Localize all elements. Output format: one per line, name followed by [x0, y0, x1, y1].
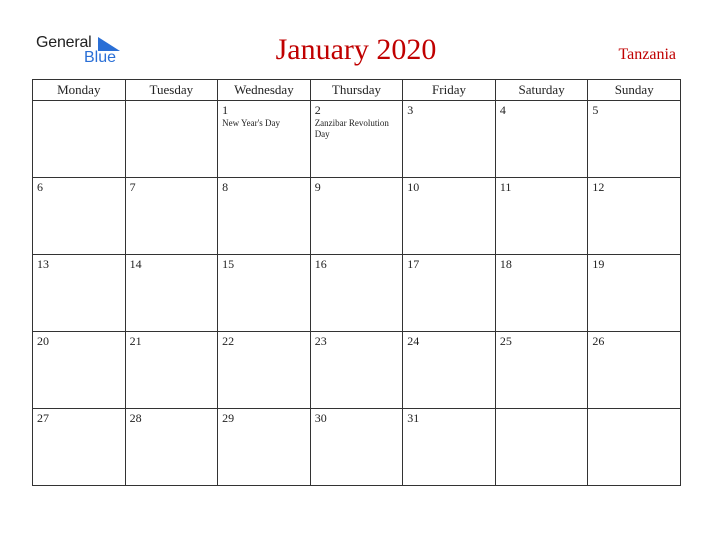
weekday-header: Thursday — [310, 80, 403, 101]
day-cell — [218, 332, 311, 409]
day-number: 8 — [222, 180, 229, 194]
day-cell — [218, 101, 311, 178]
day-cell — [125, 255, 218, 332]
day-cell — [403, 255, 496, 332]
day-number: 17 — [407, 257, 420, 271]
day-cell — [403, 332, 496, 409]
day-number: 30 — [314, 411, 327, 425]
logo-word-general: General — [36, 34, 92, 51]
day-cell — [588, 332, 681, 409]
day-number: 14 — [129, 257, 142, 271]
day-cell — [310, 101, 403, 178]
day-cell — [125, 332, 218, 409]
day-cell — [125, 178, 218, 255]
day-cell — [310, 178, 403, 255]
day-number: 27 — [37, 411, 49, 425]
calendar-grid — [32, 79, 681, 486]
day-number: 19 — [592, 257, 605, 271]
day-cell — [588, 255, 681, 332]
day-number: 18 — [499, 257, 512, 271]
day-cell — [495, 178, 588, 255]
day-cell — [310, 409, 403, 486]
day-number: 13 — [37, 257, 49, 271]
day-cell — [403, 101, 496, 178]
day-number: 31 — [407, 411, 420, 425]
day-cell — [495, 255, 588, 332]
day-number: 9 — [314, 180, 321, 194]
day-number: 1 — [222, 103, 229, 117]
day-number: 11 — [499, 180, 512, 194]
day-cell — [310, 255, 403, 332]
holiday-label: Zanzibar Revolution Day — [314, 118, 389, 139]
day-cell — [218, 409, 311, 486]
day-number: 16 — [314, 257, 327, 271]
day-cell — [125, 101, 218, 178]
week-row — [33, 255, 681, 332]
day-number: 23 — [314, 334, 327, 348]
day-number: 2 — [314, 103, 321, 117]
day-cell — [218, 178, 311, 255]
week-row — [33, 101, 681, 178]
day-cell — [33, 409, 126, 486]
weekday-header: Wednesday — [218, 80, 311, 101]
day-number: 26 — [592, 334, 605, 348]
weekday-header: Tuesday — [125, 80, 218, 101]
day-cell — [588, 101, 681, 178]
weekday-header: Sunday — [588, 80, 681, 101]
day-number: 12 — [592, 180, 605, 194]
day-cell — [403, 409, 496, 486]
day-number: 28 — [129, 411, 142, 425]
day-cell — [218, 255, 311, 332]
day-number: 5 — [592, 103, 599, 117]
day-cell — [495, 101, 588, 178]
week-row — [33, 409, 681, 486]
day-number: 25 — [499, 334, 512, 348]
calendar-title: January 2020 — [275, 33, 437, 66]
day-cell — [33, 101, 126, 178]
country-name: Tanzania — [618, 46, 676, 63]
logo-word-blue: Blue — [84, 49, 117, 66]
day-number: 21 — [129, 334, 142, 348]
day-cell — [495, 409, 588, 486]
day-number: 3 — [407, 103, 414, 117]
day-number: 7 — [129, 180, 136, 194]
day-cell — [403, 178, 496, 255]
day-number: 22 — [222, 334, 235, 348]
week-row — [33, 332, 681, 409]
weekday-header: Friday — [403, 80, 496, 101]
day-number: 4 — [499, 103, 506, 117]
weekday-header: Monday — [33, 80, 126, 101]
day-cell — [310, 332, 403, 409]
day-cell — [495, 332, 588, 409]
day-cell — [33, 332, 126, 409]
day-cell — [588, 409, 681, 486]
day-cell — [33, 255, 126, 332]
day-number: 10 — [407, 180, 420, 194]
day-cell — [125, 409, 218, 486]
day-number: 20 — [37, 334, 49, 348]
holiday-label: New Year's Day — [222, 118, 280, 128]
day-cell — [33, 178, 126, 255]
day-number: 15 — [222, 257, 235, 271]
weekday-header: Saturday — [495, 80, 588, 101]
day-number: 29 — [222, 411, 235, 425]
week-row — [33, 178, 681, 255]
day-cell — [588, 178, 681, 255]
day-number: 6 — [37, 180, 43, 194]
day-number: 24 — [407, 334, 420, 348]
weekday-header-row — [33, 80, 681, 101]
